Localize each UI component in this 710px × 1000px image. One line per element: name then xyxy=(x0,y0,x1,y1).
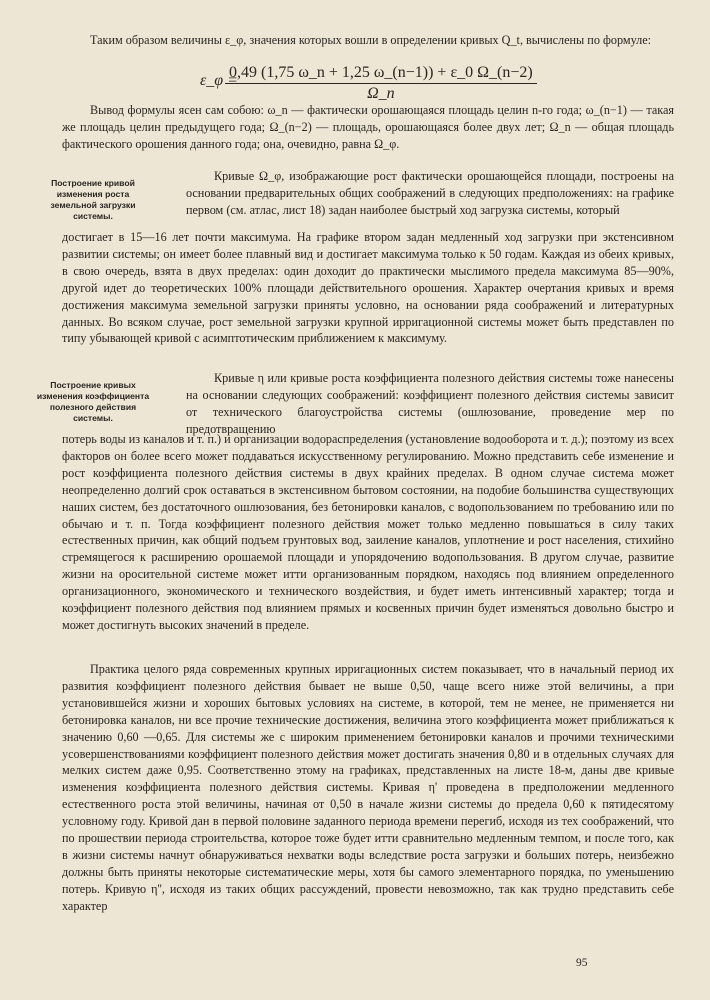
margin-note-land-load: Построение кривой изменения роста земельной загрузки системы. xyxy=(50,178,136,221)
margin-note-efficiency: Построение кривых изменения коэффициента полезного действия системы. xyxy=(36,380,150,423)
formula-lhs: ε_φ = xyxy=(200,72,238,89)
page-number: 95 xyxy=(576,957,588,969)
formula-numerator: 0,49 (1,75 ω_n + 1,25 ω_(n−1)) + ε_0 Ω_(n−2) xyxy=(225,64,537,84)
formula-fraction xyxy=(225,64,537,103)
intro-paragraph: Таким образом величины ε_φ, значения которых вошли в определении кривых Q_t, вычислены по формуле: xyxy=(90,33,652,47)
efficiency-paragraph-start: Кривые η или кривые роста коэффициента полезного действия системы тоже нанесены на основании следующих соображений: коэффициент полезного действия системы зависит от технического благоустройства системы (ошлюзование, проведение мер по предотвращению xyxy=(186,371,674,436)
formula-denominator: Ω_n xyxy=(367,85,395,102)
land-load-paragraph-start: Кривые Ω_φ, изображающие рост фактически орошающейся площади, построены на основании предварительных общих соображений в следующих предположениях: на графике первом (см. атлас, лист 18) задан наиболее быстрый ход загрузка системы, который xyxy=(186,169,674,217)
land-load-paragraph-cont: достигает в 15—16 лет почти максимума. На графике втором задан медленный ход загрузки при экстенсивном развитии системы; он имеет более плавный вид и достигает максимума только к 50 годам. Каждая из обеих кривых, в свою очередь, взята в двух пределах: один доходит до практически мыслимого предела максимума 85—90%, другой идет до теоретических 100% площади действительного орошения. Характер очертания кривых и время достижения максимума земельной загрузки приняты условно, на основании ряда соображений и литературных данных. Во всяком случае, рост земельной загрузки крупной ирригационной системы может быть представлен по типу убывающей кривой с асимптотическим приближением к максимуму. xyxy=(62,230,674,346)
practice-paragraph: Практика целого ряда современных крупных ирригационных систем показывает, что в начальный период их развития коэффициент полезного действия бывает не выше 0,50, чаще всего ниже этой величины, а при установившейся жизни и хороших бытовых условиях на системе, в которой, тем не менее, не применяется ни бетонировка каналов, ни все прочие технические достижения, величина этого коэффициента может приближаться к значению 0,60 —0,65. Для системы же с широким применением бетонировки каналов и прочими техническими усовершенствованиями коэффициент полезного действия может достигать значения 0,80 и в отдельных случаях для мелких систем даже 0,95. Соответственно этому на графиках, представленных на листе 18-м, даны две кривые изменения коэффициента полезного действия системы. Кривая η' проведена в предположении медленного естественного роста этой величины, начиная от 0,50 в начале жизни системы до предела 0,60 к пятидесятому условному году. Кривой дан в первой половине заданного периода времени перегиб, исходя из тех соображений, что по прошествии периода строительства, которое тоже будет итти сравнительно медленным темпом, и после того, как в жизни системы начнут обнаруживаться нехватки воды вследствие роста загрузки и больших потерь, неизбежно должны быть приняты некоторые систематические меры, хотя бы самого элементарного порядка, по уменьшению потерь. Кривую η'', исходя из таких общих рассуждений, провести невозможно, так как трудно представить себе характер xyxy=(62,662,674,913)
efficiency-paragraph-cont: потерь воды из каналов и т. п.) и организации водораспределения (установление водооборота и т. д.); поэтому из всех факторов он более всего может поддаваться искусственному регулированию. Можно представить себе изменение и рост коэффициента полезного действия системы в двух крайних пределах. В одном случае система может неопределенно долгий срок оставаться в экстенсивном бытовом состоянии, на подобие большинства существующих наших систем, без достаточного ошлюзования, без бетонировки каналов, с водопользованием по требованию или по обычаю и т. п. Тогда коэффициент полезного действия может только медленно повышаться в силу таких естественных причин, как общий подъем грунтовых вод, заиление каналов, уплотнение и рост населения, стихийно стремящегося к расширению орошаемой площади и упорядочению водопользования. В другом случае, развитие жизни на оросительной системе может итти организованным порядком, находясь под влиянием определенного организационного, экономического и технического воздействия, и будет иметь интенсивный характер; тогда и коэффициент полезного действия под влиянием прямых и косвенных причин будет изменяться довольно быстро и может достигнуть высоких значений в пределе. xyxy=(62,432,674,632)
derivation-paragraph: Вывод формулы ясен сам собою: ω_n — фактически орошающаяся площадь целин n-го года; ω_(n−1) — такая же площадь целин предыдущего года; Ω_(n−2) — площадь, орошающаяся более двух лет; Ω_n — общая площадь фактического орошения данного года; она, очевидно, равна Ω_φ. xyxy=(62,103,674,151)
